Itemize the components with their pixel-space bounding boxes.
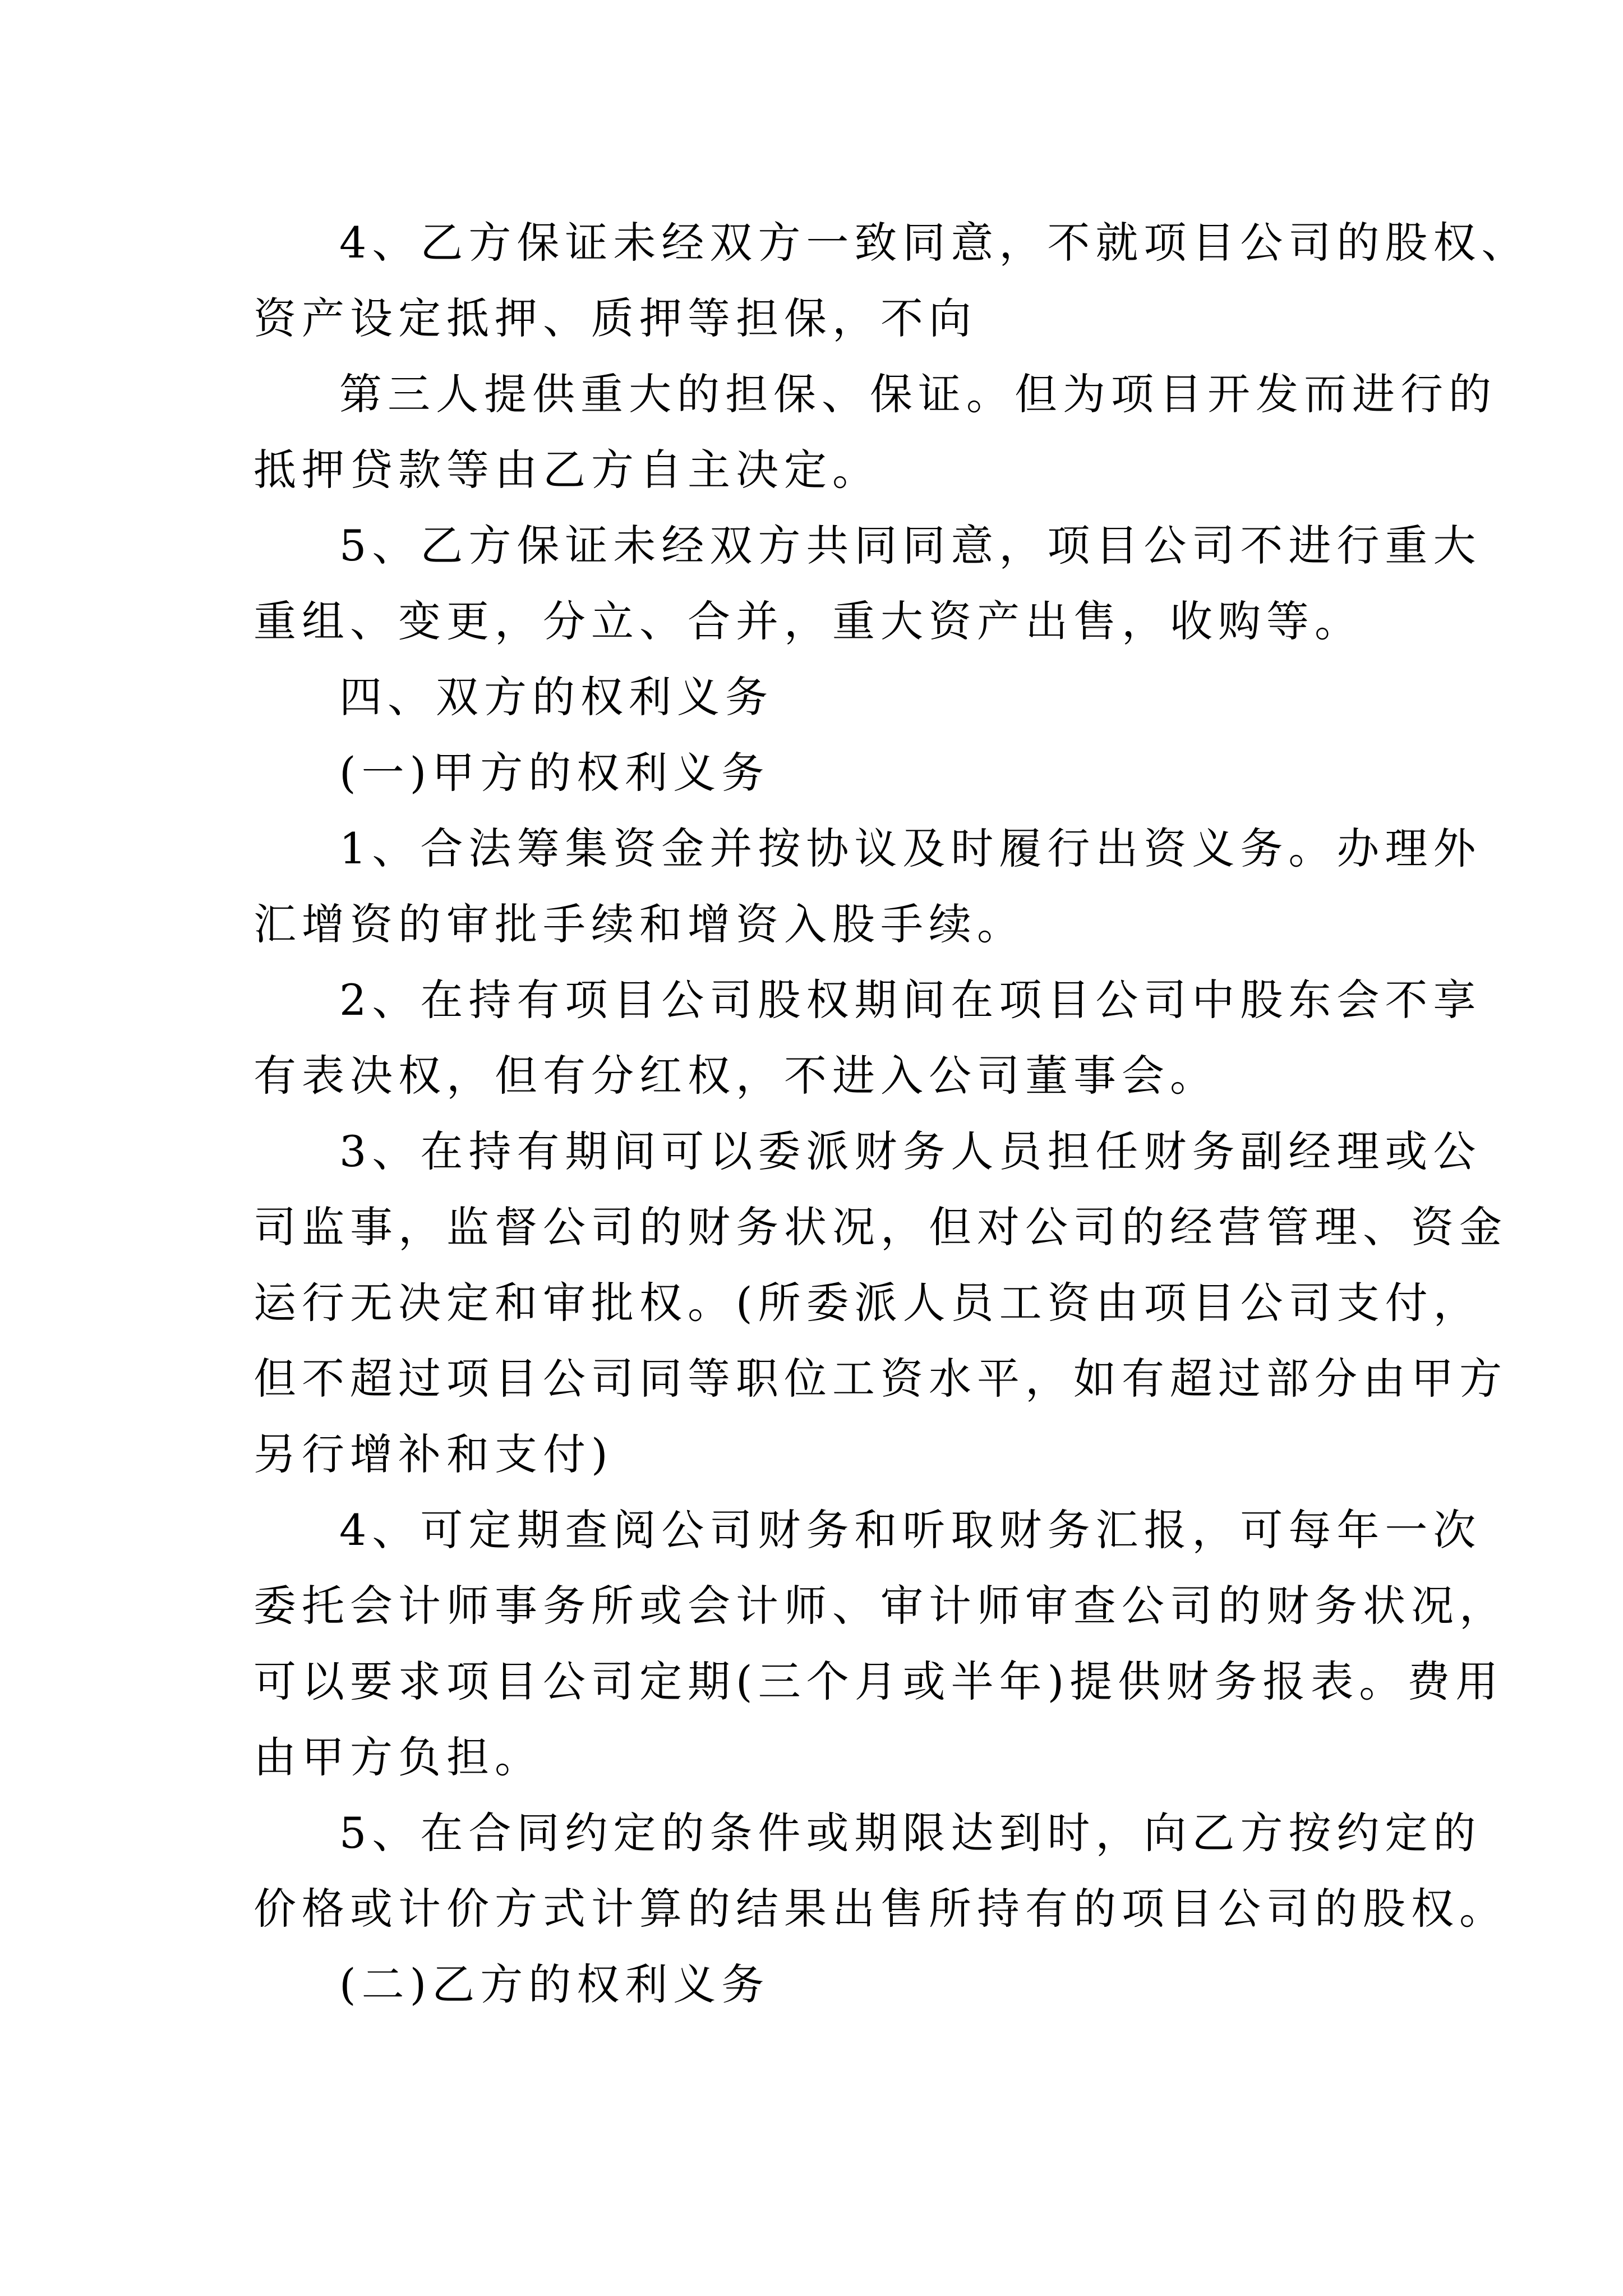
- paragraph-line: 重组、变更，分立、合并，重大资产出售，收购等。: [253, 596, 1363, 646]
- paragraph-line: 另行增补和支付): [253, 1429, 614, 1479]
- paragraph-line: 抵押贷款等由乙方自主决定。: [253, 445, 880, 495]
- paragraph-line: 司监事，监督公司的财务状况，但对公司的经营管理、资金: [253, 1202, 1507, 1252]
- section-heading: 四、双方的权利义务: [339, 672, 773, 722]
- paragraph-line: 5、在合同约定的条件或期限达到时，向乙方按约定的: [339, 1808, 1482, 1858]
- paragraph-line: 运行无决定和审批权。(所委派人员工资由项目公司支付，: [253, 1278, 1482, 1328]
- paragraph-line: 价格或计价方式计算的结果出售所持有的项目公司的股权。: [253, 1884, 1507, 1934]
- paragraph-line: 由甲方负担。: [253, 1732, 543, 1782]
- paragraph-line: 第三人提供重大的担保、保证。但为项目开发而进行的: [339, 369, 1497, 419]
- paragraph-line: 4、乙方保证未经双方一致同意，不就项目公司的股权、: [339, 218, 1530, 268]
- paragraph-line: 资产设定抵押、质押等担保，不向: [253, 293, 977, 343]
- subsection-heading: (一)甲方的权利义务: [339, 748, 770, 798]
- paragraph-line: 1、合法筹集资金并按协议及时履行出资义务。办理外: [339, 823, 1482, 873]
- paragraph-line: 但不超过项目公司同等职位工资水平，如有超过部分由甲方: [253, 1354, 1507, 1404]
- paragraph-line: 汇增资的审批手续和增资入股手续。: [253, 899, 1025, 949]
- paragraph-line: 4、可定期查阅公司财务和听取财务汇报，可每年一次: [339, 1505, 1482, 1555]
- paragraph-line: 可以要求项目公司定期(三个月或半年)提供财务报表。费用: [253, 1657, 1504, 1706]
- subsection-heading: (二)乙方的权利义务: [339, 1959, 770, 2009]
- paragraph-line: 有表决权，但有分红权，不进入公司董事会。: [253, 1051, 1218, 1101]
- paragraph-line: 委托会计师事务所或会计师、审计师审查公司的财务状况，: [253, 1581, 1507, 1631]
- paragraph-line: 2、在持有项目公司股权期间在项目公司中股东会不享: [339, 975, 1482, 1025]
- paragraph-line: 5、乙方保证未经双方共同同意，项目公司不进行重大: [339, 521, 1482, 570]
- paragraph-line: 3、在持有期间可以委派财务人员担任财务副经理或公: [339, 1126, 1482, 1176]
